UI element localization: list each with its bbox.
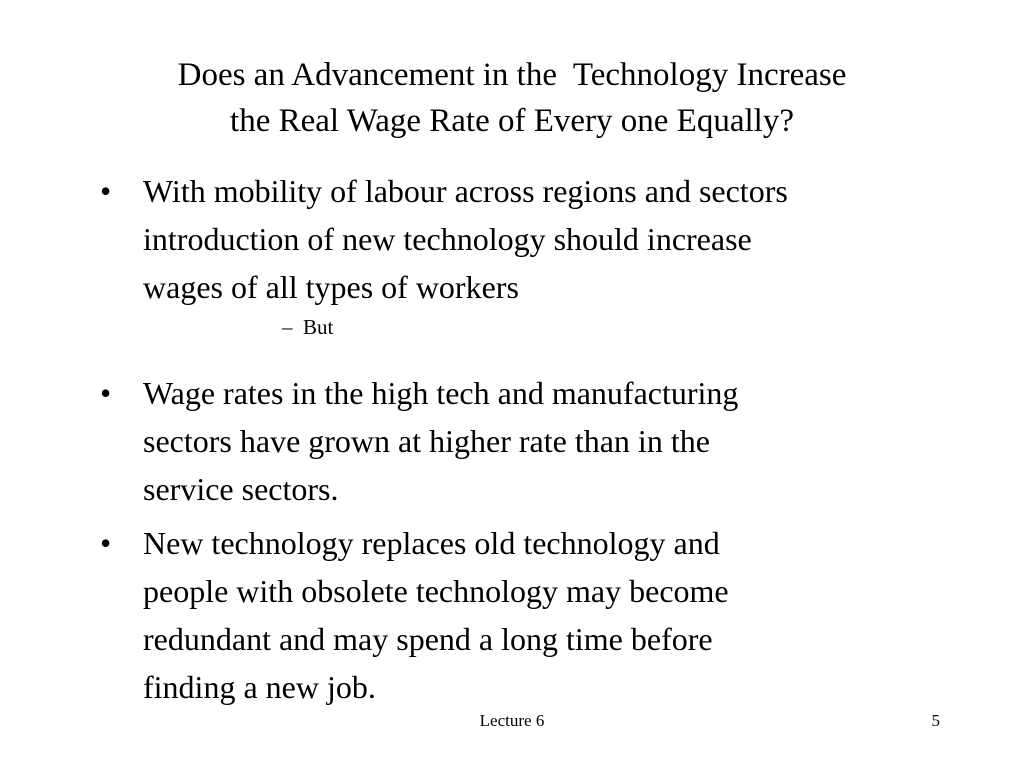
bullet-line: Wage rates in the high tech and manufacturing [143, 375, 739, 411]
bullet-item [100, 519, 970, 711]
bullet-marker: • [100, 173, 112, 209]
bullet-line: With mobility of labour across regions and sectors [143, 173, 788, 209]
bullet-item [100, 167, 970, 311]
slide-body [100, 167, 970, 711]
title-line-1: Does an Advancement in the Technology Increase [177, 57, 847, 93]
bullet-line: wages of all types of workers [143, 269, 519, 305]
footer-page-number: 5 [931, 711, 940, 730]
slide-title [60, 52, 964, 144]
title-line-2: the Real Wage Rate of Every one Equally? [230, 103, 794, 139]
footer-lecture-label: Lecture 6 [479, 711, 545, 730]
bullet-item [100, 369, 970, 513]
bullet-text [143, 167, 970, 311]
sub-bullet-text: But [303, 315, 334, 339]
bullet-line: introduction of new technology should increase [143, 221, 752, 257]
bullet-line: New technology replaces old technology and [143, 525, 720, 561]
bullet-marker: • [100, 525, 112, 561]
bullet-line: redundant and may spend a long time before [143, 621, 713, 657]
bullet-line: finding a new job. [143, 669, 376, 705]
bullet-line: sectors have grown at higher rate than in the [143, 423, 710, 459]
bullet-text [143, 369, 970, 513]
sub-bullet-marker: – [282, 315, 293, 339]
bullet-marker: • [100, 375, 112, 411]
bullet-line: service sectors. [143, 471, 339, 507]
bullet-text [143, 519, 970, 711]
bullet-line: people with obsolete technology may become [143, 573, 729, 609]
sub-bullet-item [282, 311, 970, 343]
